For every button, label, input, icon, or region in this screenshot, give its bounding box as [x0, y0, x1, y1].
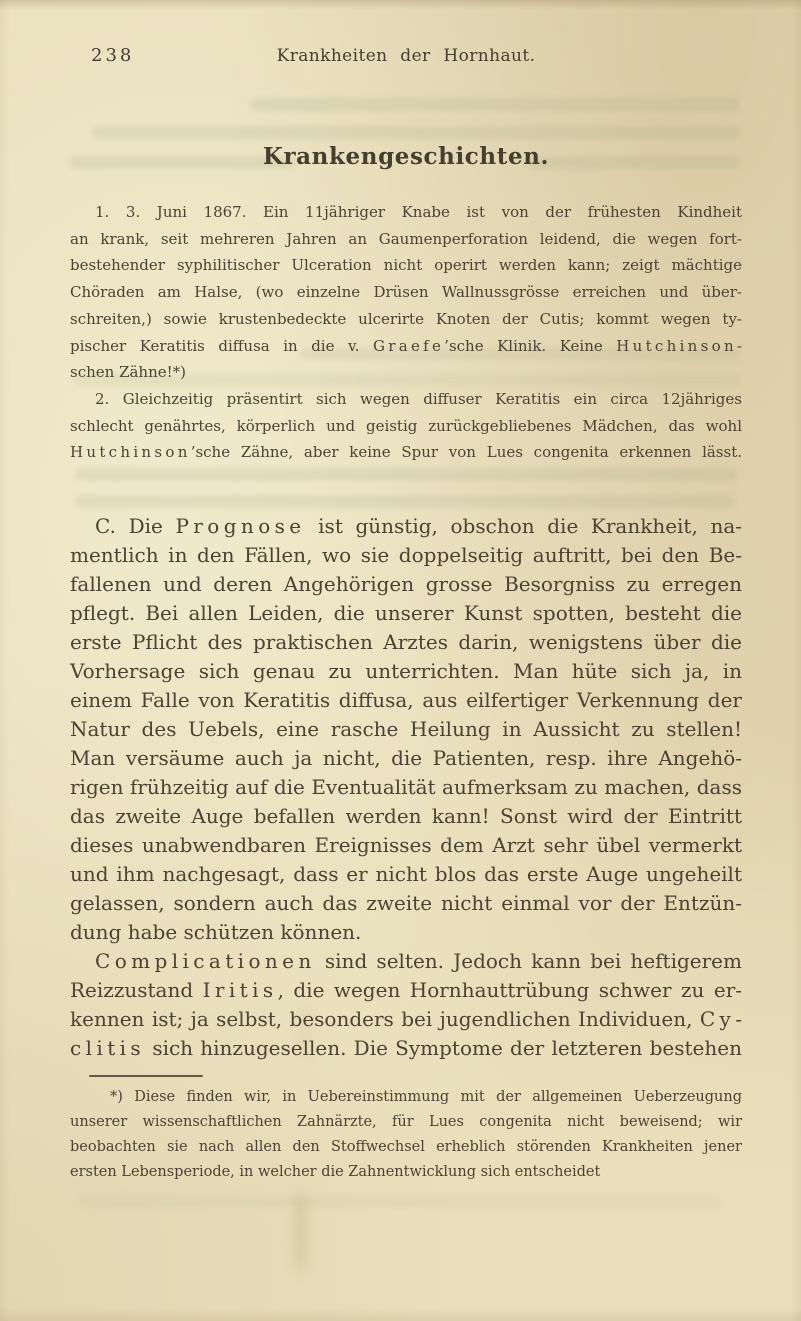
text-line: clitis sich hinzugesellen. Die Symptome der letzteren bestehen [70, 1036, 742, 1060]
text-line: einem Falle von Keratitis diffusa, aus eilfertiger Verkennung der [70, 688, 742, 712]
text-line: rigen frühzeitig auf die Eventualität aufmerksam zu machen, dass [70, 775, 742, 799]
text-line: Chöraden am Halse, (wo einzelne Drüsen Wallnussgrösse erreichen und über- [70, 283, 742, 302]
text-line: 2. Gleichzeitig präsentirt sich wegen diffuser Keratitis ein circa 12jähriges [95, 389, 742, 408]
body-text [70, 512, 742, 1063]
text-line: ersten Lebensperiode, in welcher die Zahnentwicklung sich entscheidet [70, 1164, 601, 1180]
case-history-1 [70, 199, 742, 386]
text-line: schlecht genährtes, körperlich und geistig zurückgebliebenes Mädchen, das wohl [70, 416, 742, 435]
case-histories [70, 199, 742, 466]
text-line: und ihm nachgesagt, dass er nicht blos das erste Auge ungeheilt [70, 862, 742, 886]
section-title: Krankengeschichten. [262, 143, 550, 170]
case-history-2 [70, 386, 742, 466]
text-line: erste Pflicht des praktischen Arztes darin, wenigstens über die [70, 630, 742, 654]
text-line: Natur des Uebels, eine rasche Heilung in Aussicht zu stellen! [70, 717, 742, 741]
text-line: mentlich in den Fällen, wo sie doppelseitig auftritt, bei den Be- [70, 543, 742, 567]
text-line: dung habe schützen können. [70, 920, 362, 944]
text-line: fallenen und deren Angehörigen grosse Besorgniss zu erregen [70, 572, 742, 596]
text-line: schreiten,) sowie krustenbedeckte ulcerirte Knoten der Cutis; kommt wegen ty- [70, 309, 742, 328]
running-header: Krankheiten der Hornhaut. [276, 46, 536, 66]
text-line: pischer Keratitis diffusa in die v. Graefe’sche Klinik. Keine Hutchinson- [70, 336, 743, 355]
footnote-paragraph [70, 1085, 742, 1185]
text-line: bestehender syphilitischer Ulceration nicht operirt werden kann; zeigt mächtige [70, 256, 742, 275]
text-line: das zweite Auge befallen werden kann! Sonst wird der Eintritt [70, 804, 742, 828]
prognosis-paragraph [70, 512, 742, 947]
bleed-through-artifact [80, 1196, 720, 1207]
text-line: unserer wissenschaftlichen Zahnärzte, für Lues congenita nicht beweisend; wir [70, 1114, 742, 1130]
text-line: kennen ist; ja selbst, besonders bei jugendlichen Individuen, Cy- [70, 1007, 742, 1031]
text-line: Man versäume auch ja nicht, die Patienten, resp. ihre Angehö- [70, 746, 742, 770]
text-line: Reizzustand Iritis, die wegen Hornhauttrübung schwer zu er- [70, 978, 743, 1002]
footnote-rule [89, 1075, 203, 1077]
text-line: Complicationen sind selten. Jedoch kann bei heftigerem [95, 949, 742, 973]
text-line: an krank, seit mehreren Jahren an Gaumenperforation leidend, die wegen fort- [70, 229, 742, 248]
complications-paragraph [70, 947, 742, 1063]
text-line: beobachten sie nach allen den Stoffwechsel erheblich störenden Krankheiten jener [70, 1139, 742, 1155]
text-line: Hutchinson’sche Zähne, aber keine Spur von Lues congenita erkennen lässt. [70, 443, 742, 462]
bleed-through-artifact [92, 126, 740, 139]
footnote [70, 1085, 742, 1185]
text-line: 1. 3. Juni 1867. Ein 11jähriger Knabe ist von der frühesten Kindheit [95, 203, 742, 221]
text-line: pflegt. Bei allen Leiden, die unserer Kunst spotten, besteht die [70, 601, 742, 625]
bleed-through-artifact [250, 98, 740, 111]
text-line: C. Die Prognose ist günstig, obschon die Krankheit, na- [95, 514, 742, 538]
bleed-through-artifact [75, 495, 735, 508]
text-line: Vorhersage sich genau zu unterrichten. Man hüte sich ja, in [70, 659, 742, 683]
text-line: *) Diese finden wir, in Uebereinstimmung mit der allgemeinen Ueberzeugung [110, 1089, 742, 1105]
text-line: gelassen, sondern auch das zweite nicht einmal vor der Entzün- [70, 891, 742, 915]
page-number: 238 [91, 45, 135, 66]
paper-stain [294, 1190, 308, 1275]
text-line: schen Zähne!*) [70, 363, 187, 382]
text-line: dieses unabwendbaren Ereignisses dem Arzt sehr übel vermerkt [70, 833, 742, 857]
bleed-through-artifact [75, 468, 737, 481]
